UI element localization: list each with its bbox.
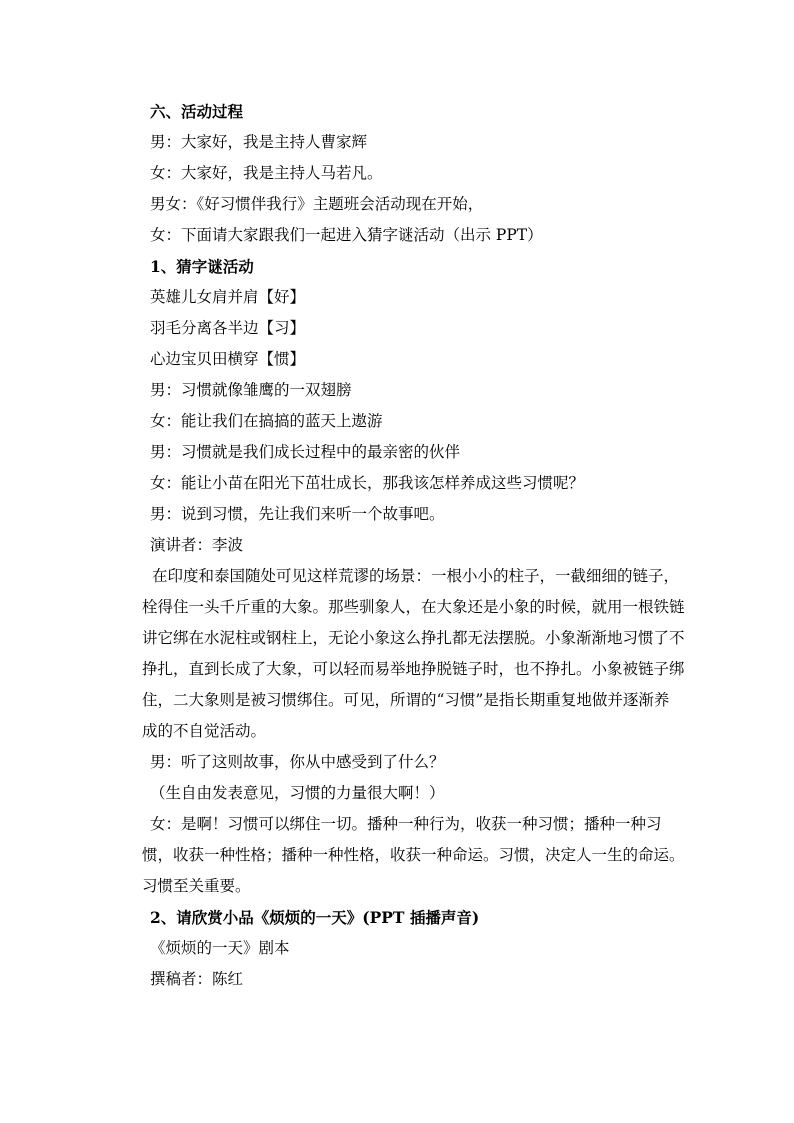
subsection-title-2: 2、请欣赏小品《烦烦的一天》(PPT 插播声音) bbox=[150, 908, 480, 927]
story-line-4: 挣扎，直到长成了大象，可以轻而易举地挣脱链子时，也不挣扎。小象被链子绑 bbox=[142, 660, 685, 678]
dialog-line-5: 男：说到习惯，先让我们来听一个故事吧。 bbox=[150, 505, 445, 523]
document-body bbox=[142, 96, 685, 995]
closing-line-2: 惯，收获一种性格；播种一种性格，收获一种命运。习惯，决定人一生的命运。 bbox=[142, 846, 685, 864]
script-title: 《烦烦的一天》剧本 bbox=[150, 939, 290, 957]
intro-line-2: 女：大家好，我是主持人马若凡。 bbox=[150, 164, 383, 182]
dialog-line-3: 男：习惯就是我们成长过程中的最亲密的伙伴 bbox=[150, 443, 461, 461]
closing-line-3: 习惯至关重要。 bbox=[142, 877, 251, 895]
story-line-6: 成的不自觉活动。 bbox=[142, 722, 267, 740]
subsection-title-1: 1、猜字谜活动 bbox=[150, 257, 254, 276]
dialog2-line-2: （生自由发表意见，习惯的力量很大啊！） bbox=[150, 784, 445, 802]
closing-line-1: 女：是啊！习惯可以绑住一切。播种一种行为，收获一种习惯；播种一种习 bbox=[150, 815, 662, 833]
dialog2-line-1: 男：听了这则故事，你从中感受到了什么？ bbox=[150, 753, 445, 771]
story-line-5: 住，二大象则是被习惯绑住。可见，所谓的“习惯”是指长期重复地做并逐渐养 bbox=[142, 691, 670, 709]
intro-line-4: 女：下面请大家跟我们一起进入猜字谜活动（出示 PPT） bbox=[150, 226, 543, 244]
section-title: 六、活动过程 bbox=[150, 102, 244, 121]
dialog-line-4: 女：能让小苗在阳光下茁壮成长，那我该怎样养成这些习惯呢？ bbox=[150, 474, 585, 492]
riddle-1: 英雄儿女肩并肩【好】 bbox=[150, 288, 306, 306]
dialog-line-2: 女：能让我们在搞搞的蓝天上遨游 bbox=[150, 412, 383, 430]
script-author: 撰稿者：陈红 bbox=[150, 970, 244, 988]
dialog-line-1: 男：习惯就像雏鹰的一双翅膀 bbox=[150, 381, 352, 399]
story-line-1: 在印度和泰国随处可见这样荒谬的场景：一根小小的柱子，一截细细的链子， bbox=[152, 567, 680, 585]
story-line-2: 栓得住一头千斤重的大象。那些驯象人，在大象还是小象的时候，就用一根铁链 bbox=[142, 598, 685, 616]
riddle-3: 心边宝贝田横穿【惯】 bbox=[150, 350, 306, 368]
intro-line-3: 男女：《好习惯伴我行》主题班会活动现在开始， bbox=[150, 195, 484, 213]
story-line-3: 讲它绑在水泥柱或钢柱上，无论小象这么挣扎都无法摆脱。小象渐渐地习惯了不 bbox=[142, 629, 685, 647]
speaker-line: 演讲者：李波 bbox=[150, 536, 244, 554]
riddle-2: 羽毛分离各半边【习】 bbox=[150, 319, 306, 337]
intro-line-1: 男：大家好，我是主持人曹家辉 bbox=[150, 133, 368, 151]
